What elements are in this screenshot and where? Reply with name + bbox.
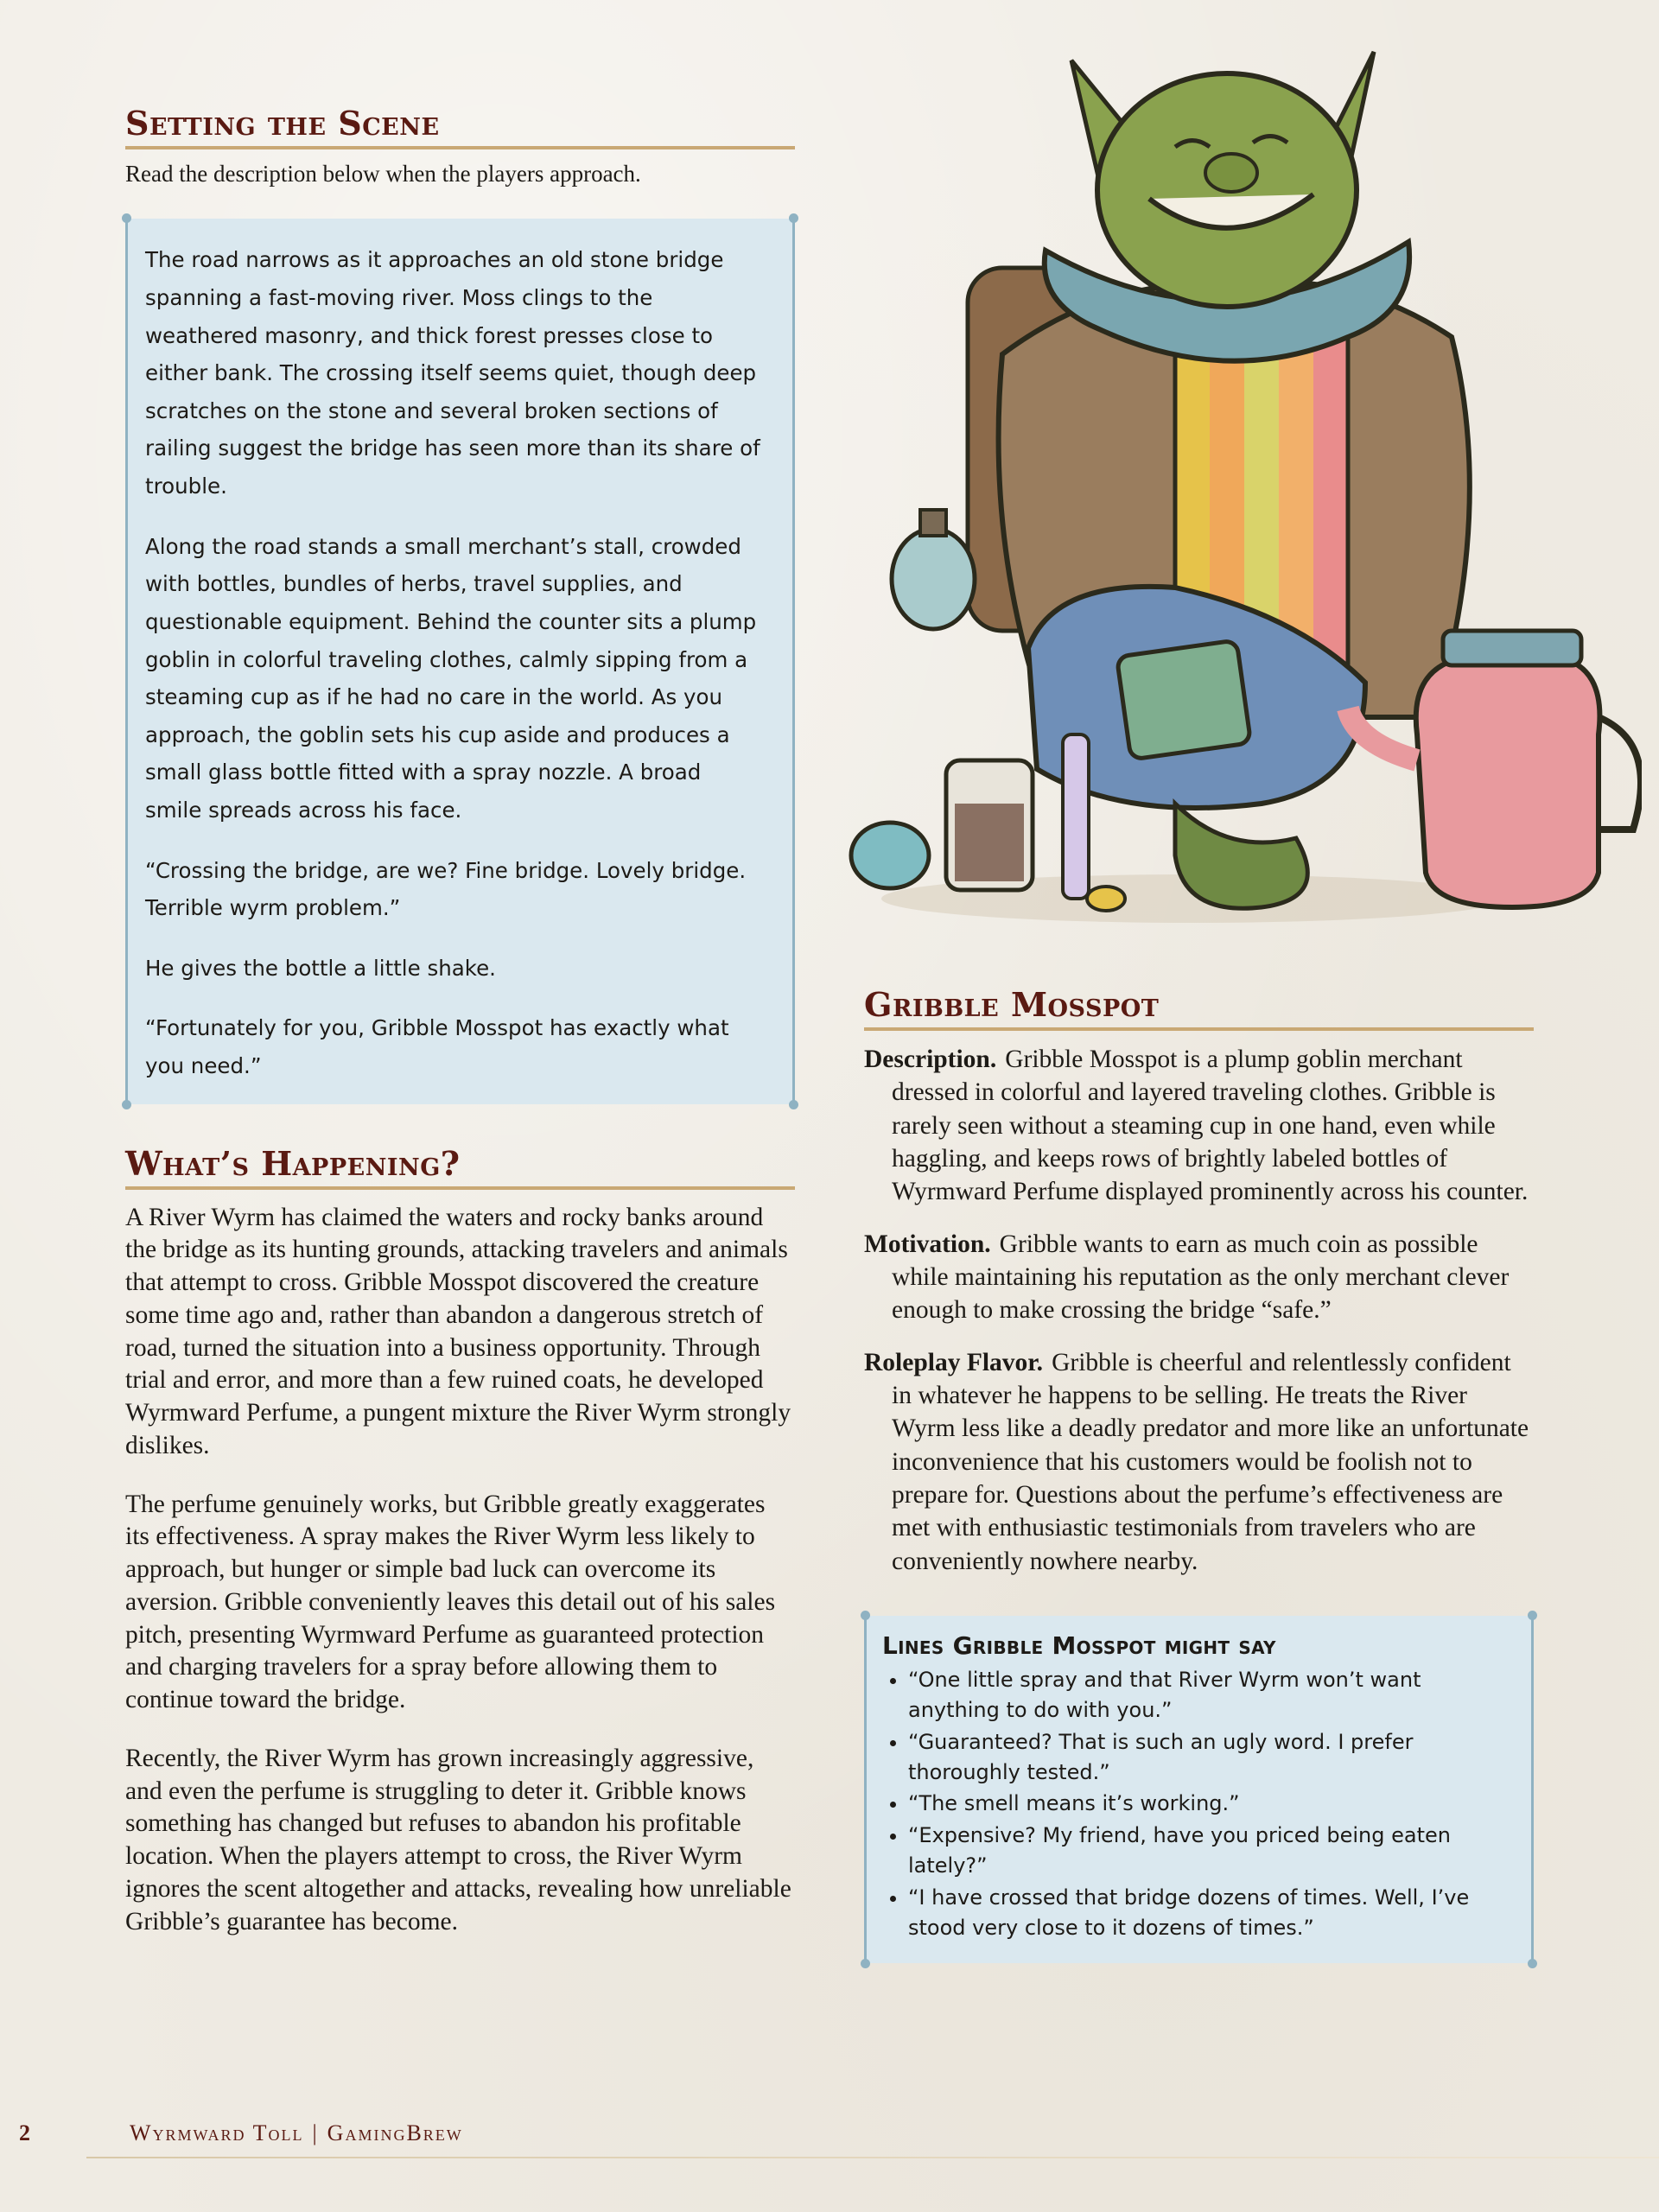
- quote-item: • “The smell means it’s working.”: [908, 1789, 1510, 1819]
- read-aloud-box: [125, 219, 795, 1103]
- read-aloud-paragraph: The road narrows as it approaches an old stone bridge spanning a fast-moving river. Moss clings to the weathered masonry, and thick forest presses close to either bank. The crossing itself seems quiet, though deep scratches on the stone and several broken sections of railing suggest the bridge has seen more than its share of trouble.: [145, 247, 760, 499]
- page-footer: [0, 2108, 1659, 2212]
- setting-title: Setting the Scene: [125, 104, 795, 149]
- setting-intro: Read the description below when the players approach.: [125, 161, 641, 187]
- body-paragraph: Recently, the River Wyrm has grown increasingly aggressive, and even the perfume is struggling to deter it. Gribble knows something has changed but refuses to abandon his profitable location. When the players attempt to cross, the River Wyrm ignores the scent altogether and attacks, revealing how unreliable Gribble’s guarantee has become.: [125, 1744, 791, 1936]
- read-aloud-paragraph: He gives the bottle a little shake.: [145, 955, 496, 981]
- quotes-list: [882, 1665, 1510, 1942]
- footer-separator: |: [312, 2120, 319, 2145]
- read-aloud-paragraph: “Fortunately for you, Gribble Mosspot has exactly what you need.”: [145, 1015, 729, 1079]
- npc-motivation: [864, 1228, 1534, 1327]
- npc-roleplay-flavor: [864, 1346, 1534, 1578]
- quote-item: • “Expensive? My friend, have you priced being eaten lately?”: [908, 1821, 1510, 1881]
- body-paragraph: The perfume genuinely works, but Gribble greatly exaggerates its effectiveness. A spray makes the River Wyrm less likely to approach, but hunger or simple bad luck can overcome its aversion. Gribble conveniently leaves this detail out of his sales pitch, presenting Wyrmward Perfume as guaranteed protection and charging travelers for a spray before allowing them to continue toward the bridge.: [125, 1490, 776, 1714]
- npc-description: [864, 1043, 1534, 1209]
- corner-dot: [789, 1100, 798, 1109]
- feature-text: Gribble is cheerful and relentlessly confident in whatever he happens to be selling. He treats the River Wyrm less like a deadly predator and more like an unfortunate inconvenience that his customers would be foolish not to prepare for. Questions about the perfume’s effectiveness are met with enthusiastic testimonials from travelers who are conveniently nowhere nearby.: [892, 1348, 1529, 1575]
- quote-item: • “One little spray and that River Wyrm won’t want anything to do with you.”: [908, 1665, 1510, 1726]
- corner-dot: [122, 1100, 131, 1109]
- right-column: [864, 985, 1534, 1963]
- left-column: [125, 104, 795, 1964]
- footer-rule: [86, 2157, 1659, 2158]
- quotes-box: [864, 1616, 1534, 1963]
- read-aloud-paragraph: “Crossing the bridge, are we? Fine bridge. Lovely bridge. Terrible wyrm problem.”: [145, 857, 747, 921]
- quote-item: • “I have crossed that bridge dozens of times. Well, I’ve stood very close to it dozens of times.”: [908, 1883, 1510, 1943]
- corner-dot: [122, 213, 131, 223]
- feature-text: Gribble Mosspot is a plump goblin merchant dressed in colorful and layered traveling clothes. Gribble is rarely seen without a steaming cup in one hand, even while haggling, and keeps rows of brightly labeled bottles of Wyrmward Perfume displayed prominently across his counter.: [892, 1046, 1529, 1206]
- quotes-title: Lines Gribble Mosspot might say: [882, 1631, 1276, 1661]
- footer-label: [130, 2120, 463, 2146]
- corner-dot: [861, 1611, 870, 1620]
- npc-title: Gribble Mosspot: [864, 985, 1534, 1031]
- quote-item: • “Guaranteed? That is such an ugly word. I prefer thoroughly tested.”: [908, 1727, 1510, 1788]
- happening-body: [125, 1202, 795, 1939]
- goblin-merchant-illustration: [812, 26, 1642, 942]
- feature-label: Description.: [864, 1046, 997, 1073]
- read-aloud-paragraph: Along the road stands a small merchant’s stall, crowded with bottles, bundles of herbs, travel supplies, and questionable equipment. Behind the counter sits a plump goblin in colorful traveling clothes, calmly sipping from a steaming cup as if he had no care in the world. As you approach, the goblin sets his cup aside and produces a small glass bottle fitted with a spray nozzle. A broad smile spreads across his face.: [145, 533, 757, 823]
- feature-label: Roleplay Flavor.: [864, 1348, 1044, 1376]
- feature-label: Motivation.: [864, 1230, 991, 1258]
- footer-title: Wyrmward Toll: [130, 2120, 304, 2145]
- happening-title: What’s Happening?: [125, 1144, 795, 1190]
- body-paragraph: A River Wyrm has claimed the waters and rocky banks around the bridge as its hunting grounds, attacking travelers and animals that attempt to cross. Gribble Mosspot discovered the creature some time ago and, rather than abandon a dangerous stretch of road, turned the situation into a business opportunity. Through trial and error, and more than a few ruined coats, he developed Wyrmward Perfume, a pungent mixture the River Wyrm strongly dislikes.: [125, 1203, 791, 1459]
- page-number: 2: [19, 2120, 30, 2145]
- feature-text: Gribble wants to earn as much coin as possible while maintaining his reputation as the only merchant clever enough to make crossing the bridge “safe.”: [892, 1230, 1510, 1325]
- footer-publisher: GamingBrew: [327, 2120, 463, 2145]
